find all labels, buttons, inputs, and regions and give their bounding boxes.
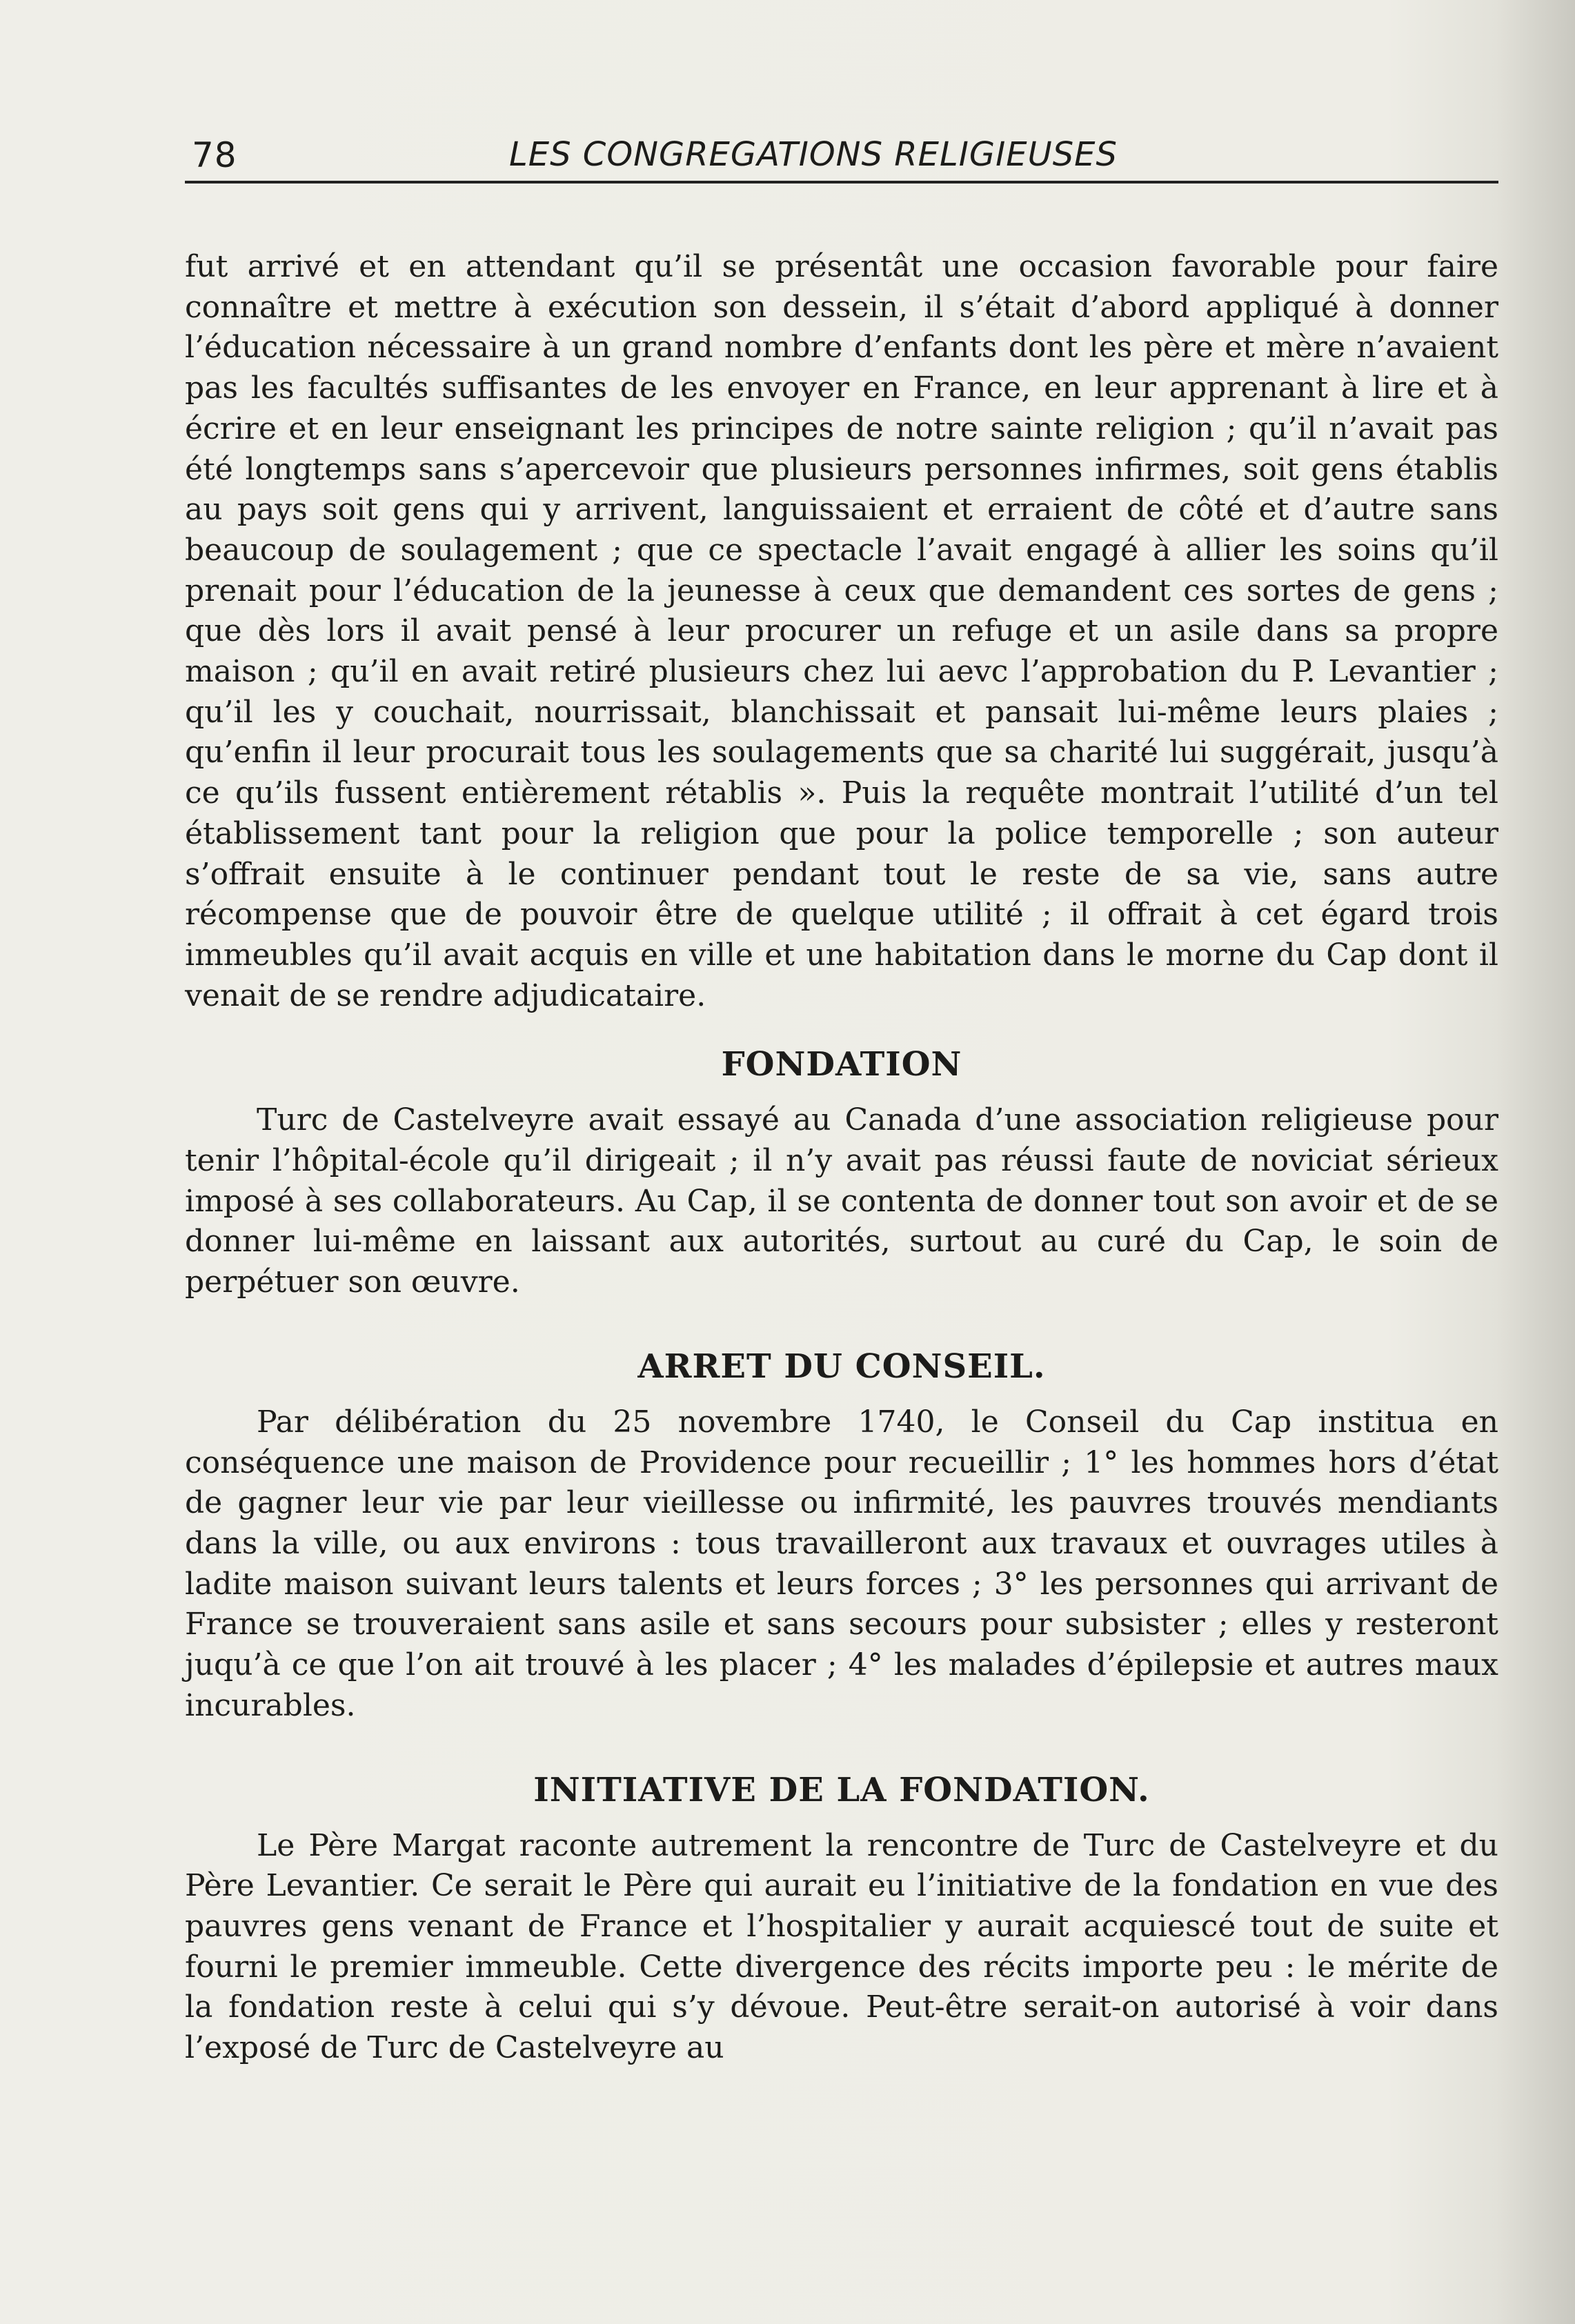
paragraph-initiative: Le Père Margat raconte autrement la rencontre de Turc de Castelveyre et du Père Levantier. Ce serait le Père qui aurait eu l’initiative de la fondation en vue des pauvres gens venant de France et l’hospitalier y aurait acquiescé tout de suite et fourni le premier immeuble. Cette divergence des récits importe peu : le mérite de la fondation reste à celui qui s’y dévoue. Peut-être serait-on autorisé à voir dans l’exposé de Turc de Castelveyre au	[185, 1827, 1498, 2066]
paragraph-arret-du-conseil: Par délibération du 25 novembre 1740, le Conseil du Cap institua en conséquence une maison de Providence pour recueillir ; 1° les hommes hors d’état de gagner leur vie par leur vieillesse ou infirmité, les pauvres trouvés mendiants dans la ville, ou aux environs : tous travailleront aux travaux et ouvrages utiles à ladite maison suivant leurs talents et leurs forces ; 3° les personnes qui arrivant de France se trouveraient sans asile et sans secours pour subsister ; elles y resteront juqu’à ce que l’on ait trouvé à les placer ; 4° les malades d’épilepsie et autres maux incurables.	[185, 1404, 1498, 1723]
body-text	[185, 247, 1498, 2069]
running-title: LES CONGREGATIONS RELIGIEUSES	[509, 135, 1118, 174]
page-number: 78	[192, 135, 237, 175]
paragraph-continued-request: fut arrivé et en attendant qu’il se présentât une occasion favorable pour faire connaître et mettre à exécution son dessein, il s’était d’abord appliqué à donner l’éducation nécessaire à un grand nombre d’enfants dont les père et mère n’avaient pas les facultés suffisantes de les envoyer en France, en leur apprenant à lire et à écrire et en leur enseignant les principes de notre sainte religion ; qu’il n’avait pas été longtemps sans s’apercevoir que plusieurs personnes infirmes, soit gens établis au pays soit gens qui y arrivent, languissaient et erraient de côté et d’autre sans beaucoup de soulagement ; que ce spectacle l’avait engagé à allier les soins qu’il prenait pour l’éducation de la jeunesse à ceux que demandent ces sortes de gens ; que dès lors il avait pensé à leur procurer un refuge et un asile dans sa propre maison ; qu’il en avait retiré plusieurs chez lui aevc l’approbation du P. Levantier ; qu’il les y couchait, nourrissait, blanchissait et pansait lui-même leurs plaies ; qu’enfin il leur procurait tous les soulagements que sa charité lui suggérait, jusqu’à ce qu’ils fussent entièrement rétablis ». Puis la requête montrait l’utilité d’un tel établissement tant pour la religion que pour la police temporelle ; son auteur s’offrait ensuite à le continuer pendant tout le reste de sa vie, sans autre récompense que de pouvoir être de quelque utilité ; il offrait à cet égard trois immeubles qu’il avait acquis en ville et une habitation dans le morne du Cap dont il venait de se rendre adjudicataire.	[185, 249, 1498, 1013]
heading-initiative-de-la-fondation: INITIATIVE DE LA FONDATION.	[533, 1770, 1150, 1809]
header-rule	[185, 181, 1498, 183]
page-header	[185, 132, 1497, 182]
heading-arret-du-conseil: ARRET DU CONSEIL.	[637, 1347, 1046, 1386]
heading-fondation: FONDATION	[721, 1045, 962, 1084]
paragraph-fondation: Turc de Castelveyre avait essayé au Canada d’une association religieuse pour tenir l’hôpital-école qu’il dirigeait ; il n’y avait pas réussi faute de noviciat sérieux imposé à ses collaborateurs. Au Cap, il se contenta de donner tout son avoir et de se donner lui-même en laissant aux autorités, surtout au curé du Cap, le soin de perpétuer son œuvre.	[185, 1102, 1498, 1300]
